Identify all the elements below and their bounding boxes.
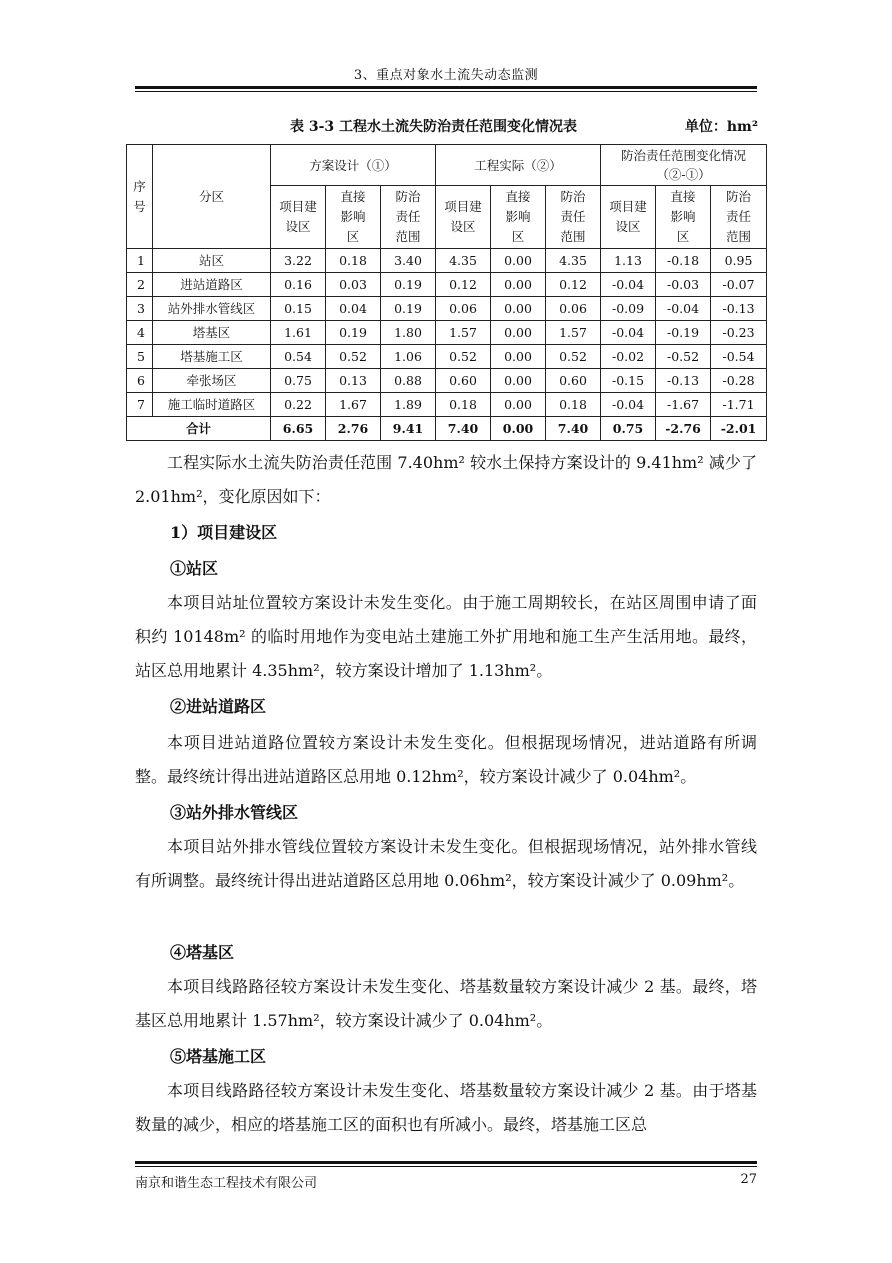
- subheader-direct: 直接影响区: [491, 186, 546, 249]
- paragraph-zone-3: 本项目站外排水管线位置较方案设计未发生变化。但根据现场情况，站外排水管线有所调整。最终统计得出进站道路区总用地 0.06hm²，较方案设计减少了 0.09hm²。: [135, 837, 757, 890]
- heading-zone-5: ⑤塔基施工区: [170, 1047, 267, 1066]
- subheader-direct: 直接影响区: [656, 186, 711, 249]
- paragraph-zone-5: 本项目线路路径较方案设计未发生变化、塔基数量较方案设计减少 2 基。由于塔基数量的减少，相应的塔基施工区的面积也有所减小。最终，塔基施工区总: [135, 1081, 757, 1134]
- paragraph-zone-2: 本项目进站道路位置较方案设计未发生变化。但根据现场情况，进站道路有所调整。最终统计得出进站道路区总用地 0.12hm²，较方案设计减少了 0.04hm²。: [135, 733, 757, 786]
- header-rule-thin: [135, 91, 757, 92]
- footer-rule-thin: [135, 1166, 757, 1167]
- heading-section-1: 1）项目建设区: [170, 523, 278, 542]
- page-header: 3、重点对象水土流失动态监测: [353, 68, 539, 83]
- responsibility-change-table: [126, 144, 767, 441]
- paragraph-zone-4: 本项目线路路径较方案设计未发生变化、塔基数量较方案设计减少 2 基。最终，塔基区总用地累计 1.57hm²，较方案设计减少了 0.04hm²。: [135, 977, 757, 1030]
- heading-zone-1: ①站区: [170, 559, 219, 578]
- subheader-resp: 防治责任范围: [546, 186, 601, 249]
- heading-zone-2: ②进站道路区: [170, 697, 267, 716]
- table-title: 表 3-3 工程水土流失防治责任范围变化情况表: [290, 119, 578, 135]
- header-change-line2: （②-①）: [656, 167, 711, 182]
- heading-zone-4: ④塔基区: [170, 943, 235, 962]
- subheader-direct: 直接影响区: [326, 186, 381, 249]
- table-row: 2 进站道路区 0.16 0.03 0.19 0.12 0.00 0.12 -0.04 -0.03 -0.07: [127, 273, 767, 297]
- page-number: 27: [740, 1172, 757, 1187]
- header-rule-thick: [135, 86, 757, 89]
- header-change-line1: 防治责任范围变化情况: [621, 148, 747, 163]
- table-total-row: 合计 6.65 2.76 9.41 7.40 0.00 7.40 0.75 -2.76 -2.01: [127, 417, 767, 441]
- table-row: 1 站区 3.22 0.18 3.40 4.35 0.00 4.35 1.13 -0.18 0.95: [127, 249, 767, 273]
- header-seq: 序号: [127, 145, 153, 249]
- subheader-project: 项目建设区: [271, 186, 326, 249]
- header-plan: 方案设计（①）: [271, 145, 436, 186]
- subheader-resp: 防治责任范围: [381, 186, 436, 249]
- table-row: 7 施工临时道路区 0.22 1.67 1.89 0.18 0.00 0.18 -0.04 -1.67 -1.71: [127, 393, 767, 417]
- table-row: 5 塔基施工区 0.54 0.52 1.06 0.52 0.00 0.52 -0.02 -0.52 -0.54: [127, 345, 767, 369]
- paragraph-zone-1: 本项目站址位置较方案设计未发生变化。由于施工周期较长，在站区周围申请了面积约 10148m² 的临时用地作为变电站土建施工外扩用地和施工生产生活用地。最终，站区总用地累计 4.35hm²，较方案设计增加了 1.13hm²。: [135, 593, 757, 680]
- header-change: [601, 145, 767, 186]
- heading-zone-3: ③站外排水管线区: [170, 803, 299, 822]
- footer-company: 南京和谐生态工程技术有限公司: [135, 1176, 318, 1191]
- subheader-resp: 防治责任范围: [711, 186, 767, 249]
- footer-rule-thick: [135, 1161, 757, 1164]
- table-row: 4 塔基区 1.61 0.19 1.80 1.57 0.00 1.57 -0.04 -0.19 -0.23: [127, 321, 767, 345]
- table-caption: [126, 116, 762, 136]
- subheader-project: 项目建设区: [601, 186, 656, 249]
- subheader-project: 项目建设区: [436, 186, 491, 249]
- paragraph-intro: 工程实际水土流失防治责任范围 7.40hm² 较水土保持方案设计的 9.41hm² 减少了 2.01hm²，变化原因如下：: [135, 453, 757, 506]
- header-zone: 分区: [153, 145, 271, 249]
- table-unit: 单位：hm²: [684, 119, 758, 135]
- table-row: 3 站外排水管线区 0.15 0.04 0.19 0.06 0.00 0.06 -0.09 -0.04 -0.13: [127, 297, 767, 321]
- table-row: 6 牵张场区 0.75 0.13 0.88 0.60 0.00 0.60 -0.15 -0.13 -0.28: [127, 369, 767, 393]
- header-actual: 工程实际（②）: [436, 145, 601, 186]
